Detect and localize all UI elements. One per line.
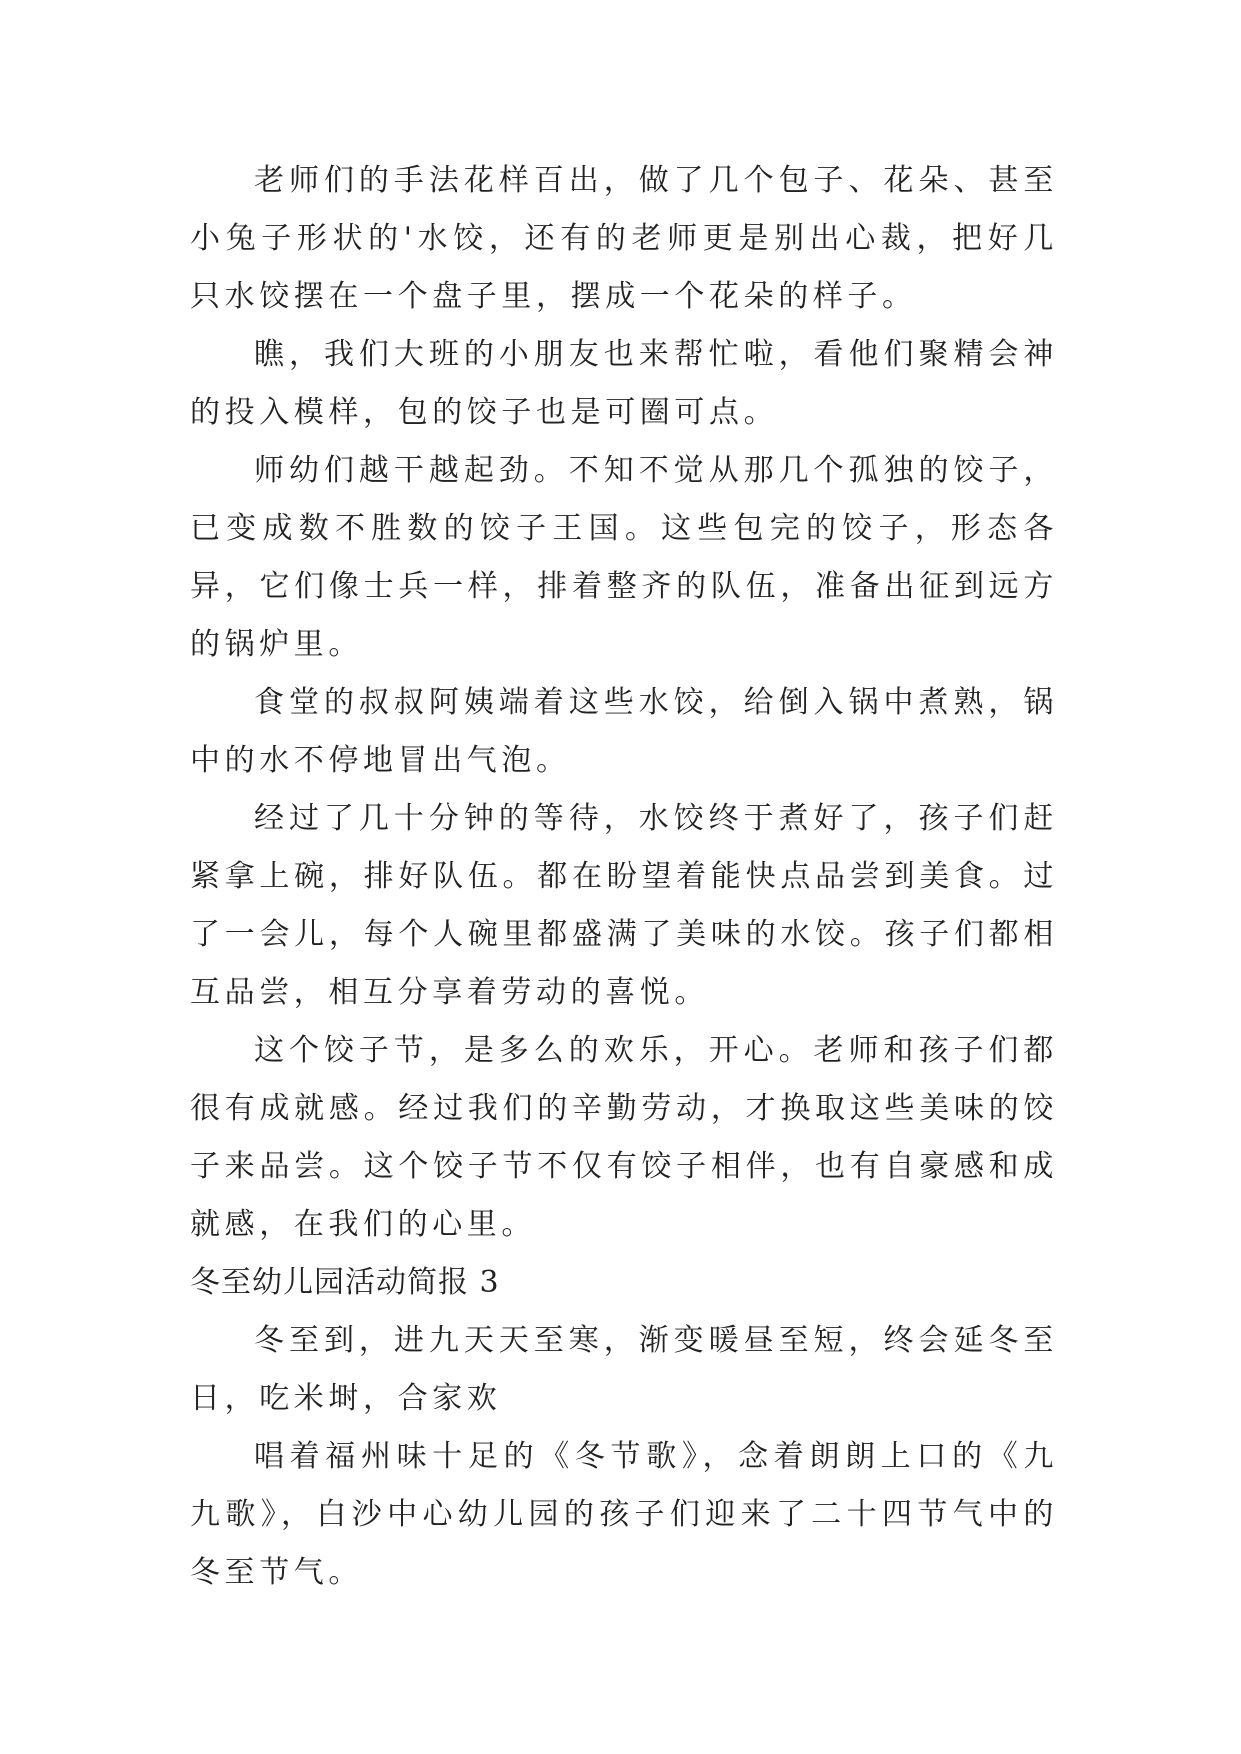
paragraph-dumpling-kingdom: 师幼们越干越起劲。不知不觉从那几个孤独的饺子，已变成数不胜数的饺子王国。这些包完的饺子，形态各异，它们像士兵一样，排着整齐的队伍，准备出征到远方的锅炉里。: [190, 453, 1058, 662]
document-body: [190, 152, 1058, 1602]
paragraph-big-class-helping: 瞧，我们大班的小朋友也来帮忙啦，看他们聚精会神的投入模样，包的饺子也是可圈可点。: [190, 337, 1058, 430]
section-heading: 冬至幼儿园活动简报 3: [190, 1265, 500, 1300]
paragraph-winter-solstice-verse: 冬至到，进九天天至寒，渐变暖昼至短，终会延冬至日，吃米埘，合家欢: [190, 1323, 1058, 1416]
paragraph-songs-intro: 唱着福州味十足的《冬节歌》，念着朗朗上口的《九九歌》，白沙中心幼儿园的孩子们迎来了二十四节气中的冬至节气。: [190, 1439, 1058, 1590]
paragraph-canteen-cooking: 食堂的叔叔阿姨端着这些水饺，给倒入锅中煮熟，锅中的水不停地冒出气泡。: [190, 685, 1058, 778]
paragraph-tasting: 经过了几十分钟的等待，水饺终于煮好了，孩子们赶紧拿上碗，排好队伍。都在盼望着能快点品尝到美食。过了一会儿，每个人碗里都盛满了美味的水饺。孩子们都相互品尝，相互分享着劳动的喜悦。: [190, 801, 1058, 1010]
paragraph-dumpling-shapes: 老师们的手法花样百出，做了几个包子、花朵、甚至小兔子形状的'水饺，还有的老师更是别出心裁，把好几只水饺摆在一个盘子里，摆成一个花朵的样子。: [190, 163, 1058, 314]
paragraph-festival-joy: 这个饺子节，是多么的欢乐，开心。老师和孩子们都很有成就感。经过我们的辛勤劳动，才换取这些美味的饺子来品尝。这个饺子节不仅有饺子相伴，也有自豪感和成就感，在我们的心里。: [190, 1033, 1058, 1242]
